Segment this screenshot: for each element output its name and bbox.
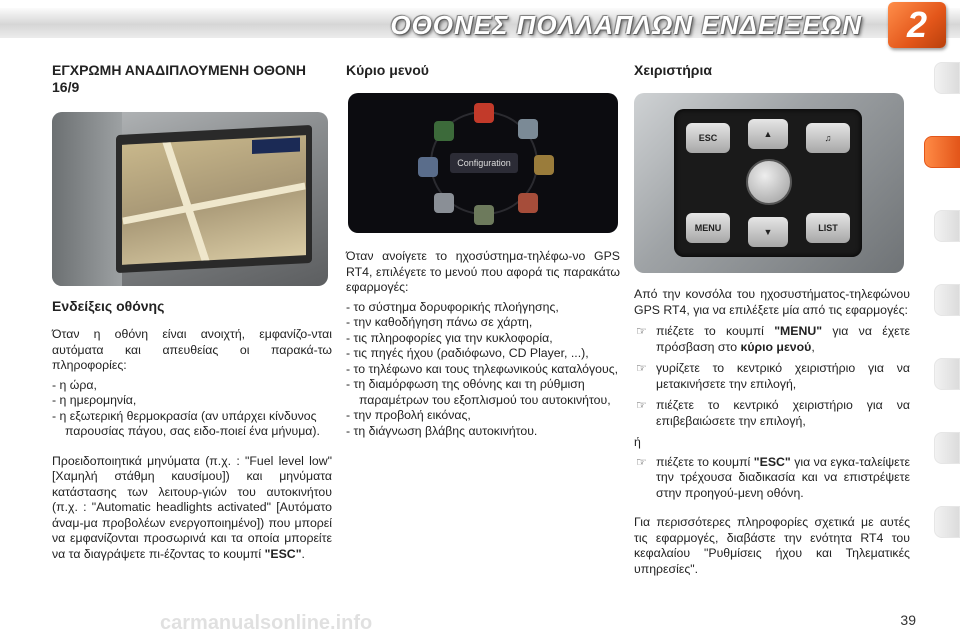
dashboard-trim xyxy=(52,112,122,286)
menu-button: MENU xyxy=(686,213,730,243)
control-panel xyxy=(674,109,862,257)
diagnosis-icon xyxy=(474,205,494,225)
chapter-tab-1[interactable] xyxy=(934,62,960,94)
steps-list-esc xyxy=(634,455,910,502)
section-heading-main-menu: Κύριο μενού xyxy=(346,62,429,78)
menu-intro-text: Όταν ανοίγετε το ηχοσύστημα-τηλέφω-νο GPS RT4, επιλέγετε το μενού που αφορά τις παρακάτω εφαρμογές: xyxy=(346,249,620,294)
chapter-tab-6[interactable] xyxy=(934,432,960,464)
list-item: - η ώρα, xyxy=(52,377,97,392)
list-item: - τις πηγές ήχου (ραδιόφωνο, CD Player, ...), xyxy=(346,346,589,360)
audio-icon xyxy=(534,155,554,175)
section-heading-color-screen: ΕΓΧΡΩΜΗ ΑΝΑΔΙΠΛΟΥΜΕΝΗ ΟΘΟΝΗ 16/9 xyxy=(52,62,306,95)
chapter-tab-4[interactable] xyxy=(934,284,960,316)
esc-label: "ESC" xyxy=(264,546,302,561)
list-item: - το τηλέφωνο και τους τηλεφωνικούς καταλόγους, xyxy=(346,361,619,376)
list-item: - τις πληροφορίες για την κυκλοφορία, xyxy=(346,330,553,345)
tools-icon xyxy=(434,193,454,213)
traffic-icon xyxy=(474,103,494,123)
warning-messages-text xyxy=(52,454,332,563)
main-menu-label: κύριο μενού xyxy=(740,339,812,354)
pointing-hand-icon: ☞ xyxy=(636,398,647,412)
period: . xyxy=(301,546,305,561)
list-item: - η εξωτερική θερμοκρασία (αν υπάρχει κίνδυνος παρουσίας πάγου, σας ειδο-ποιεί ένα μήνυμα). xyxy=(52,408,320,438)
step-menu xyxy=(634,324,910,355)
step-text: για να έχετε πρόσβαση στο xyxy=(656,324,910,354)
page-number: 39 xyxy=(900,612,916,628)
comma: , xyxy=(811,339,815,354)
chapter-tab-3[interactable] xyxy=(934,210,960,242)
pointing-hand-icon: ☞ xyxy=(636,361,647,375)
chapter-badge: 2 xyxy=(888,2,946,48)
list-item: - τη διαμόρφωση της οθόνης και τη ρύθμιση παραμέτρων του εξοπλισμού του αυτοκινήτου, xyxy=(346,377,611,407)
column-main-menu xyxy=(340,62,620,439)
step-turn xyxy=(634,361,910,392)
step-text: πιέζετε το κεντρικό χειριστήριο για να επιβεβαιώσετε την επιλογή, xyxy=(656,398,910,428)
menu-label: "MENU" xyxy=(774,324,823,338)
main-menu-screen-photo xyxy=(348,93,618,233)
up-arrow-button: ▲ xyxy=(748,119,788,149)
applications-list xyxy=(346,300,620,440)
navigation-icon xyxy=(518,119,538,139)
navigation-screen xyxy=(116,125,312,273)
step-text: για να εγκα-ταλείψετε την τρέχουσα διαδικασία και να επιστρέψετε στην προηγού-μενη οθόνη. xyxy=(656,454,910,500)
configuration-label: Configuration xyxy=(450,153,518,173)
column-controls xyxy=(634,62,910,577)
more-info-text: Για περισσότερες πληροφορίες σχετικά με αυτές τις εφαρμογές, διαβάστε την ενότητα RT4 του κεφαλαίου "Ρυθμίσεις ήχου και Τηλεματικές υπηρεσίες". xyxy=(634,515,910,576)
esc-label: "ESC" xyxy=(753,454,791,469)
pointing-hand-icon: ☞ xyxy=(636,324,647,338)
page-header xyxy=(0,0,960,46)
intro-text: Όταν η οθόνη είναι ανοιχτή, εμφανίζο-νται αυτόματα και απευθείας οι παρακά-τω πληροφορίες: xyxy=(52,327,332,372)
subheading-display-info: Ενδείξεις οθόνης xyxy=(52,298,165,314)
info-list xyxy=(52,378,332,440)
warning-text: Προειδοποιητικά μηνύματα (π.χ. : "Fuel level low" [Χαμηλή στάθμη καυσίμου]) και μηνύματα κατάστασης των λειτουρ-γιών του αυτοκινήτου (π.χ. : "Automatic headlights activated" [Αυτόματο άναμ-μα προβολέων ενεργοποιημένο]) που μπορεί να εμφανίζονται προσωρινά και τα οποία μπορείτε να τα διαγράψετε πι-έζοντας το κουμπί xyxy=(52,453,332,561)
chapter-tab-2-active[interactable] xyxy=(924,136,960,168)
control-panel-photo xyxy=(634,93,904,273)
list-item: - την προβολή εικόνας, xyxy=(346,408,471,422)
step-press xyxy=(634,398,910,429)
music-note-icon: ♫ xyxy=(806,123,850,153)
or-text: ή xyxy=(634,435,641,449)
down-arrow-button: ▼ xyxy=(748,217,788,247)
chapter-tab-7[interactable] xyxy=(934,506,960,538)
clock-display xyxy=(252,137,300,154)
step-esc xyxy=(634,455,910,502)
step-text: πιέζετε το κουμπί xyxy=(656,324,764,338)
controls-intro-text: Από την κονσόλα του ηχοσυστήματος-τηλεφώνου GPS RT4, για να επιλέξετε μία από τις εφαρμογές: xyxy=(634,287,910,317)
chapter-tab-5[interactable] xyxy=(934,358,960,390)
map-image xyxy=(122,135,306,265)
phone-icon xyxy=(418,157,438,177)
watermark: carmanualsonline.info xyxy=(160,612,373,634)
esc-button: ESC xyxy=(686,123,730,153)
section-heading-controls: Χειριστήρια xyxy=(634,62,712,78)
step-text: πιέζετε το κουμπί xyxy=(656,454,751,469)
pointing-hand-icon: ☞ xyxy=(636,454,647,469)
column-display xyxy=(52,62,332,562)
map-road-2 xyxy=(122,182,305,224)
map-icon xyxy=(434,121,454,141)
step-text: γυρίζετε το κεντρικό χειριστήριο για να μετακινήσετε την επιλογή, xyxy=(656,361,910,391)
video-icon xyxy=(518,193,538,213)
list-item: - την καθοδήγηση πάνω σε χάρτη, xyxy=(346,315,533,329)
list-item: - το σύστημα δορυφορικής πλοήγησης, xyxy=(346,299,559,314)
list-button: LIST xyxy=(806,213,850,243)
central-control-knob xyxy=(746,159,792,205)
screen-photo xyxy=(52,112,328,286)
chapter-tabs xyxy=(932,62,960,602)
list-item: - τη διάγνωση βλάβης αυτοκινήτου. xyxy=(346,423,538,438)
page-title: ΟΘΟΝΕΣ ΠΟΛΛΑΠΛΩΝ ΕΝΔΕΙΞΕΩΝ xyxy=(390,10,862,40)
steps-list xyxy=(634,324,910,429)
list-item: - η ημερομηνία, xyxy=(52,393,137,407)
